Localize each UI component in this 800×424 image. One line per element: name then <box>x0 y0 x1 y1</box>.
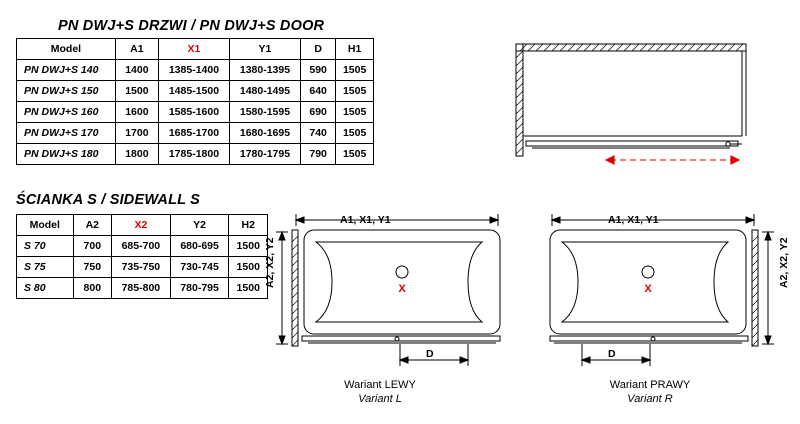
svg-text:X: X <box>644 283 652 295</box>
table-row <box>17 102 374 123</box>
cell-x1: 1685-1700 <box>158 123 229 144</box>
cell-x2: 685-700 <box>112 236 171 257</box>
cell-d: 690 <box>300 102 335 123</box>
cell-y1: 1380-1395 <box>229 60 300 81</box>
variant-left-d-label: D <box>426 348 434 360</box>
cell-y1: 1480-1495 <box>229 81 300 102</box>
cell-a1: 1700 <box>115 123 158 144</box>
cell-h1: 1505 <box>336 144 374 165</box>
cell-x1: 1485-1500 <box>158 81 229 102</box>
cell-x1: 1585-1600 <box>158 102 229 123</box>
variant-left-caption-pl: Wariant LEWY <box>344 379 416 391</box>
table-row <box>17 257 268 278</box>
cell-h1: 1505 <box>336 60 374 81</box>
sidewall-table-title: ŚCIANKA S / SIDEWALL S <box>16 192 201 208</box>
table-row <box>17 236 268 257</box>
col-x1: X1 <box>158 39 229 60</box>
cell-model: S 80 <box>17 278 74 299</box>
cell-y2: 680-695 <box>170 236 229 257</box>
cell-model: PN DWJ+S 160 <box>17 102 116 123</box>
cell-h2: 1500 <box>229 278 268 299</box>
cell-d: 640 <box>300 81 335 102</box>
table-row <box>17 144 374 165</box>
cell-a2: 750 <box>73 257 111 278</box>
col-y2: Y2 <box>170 215 229 236</box>
cell-d: 740 <box>300 123 335 144</box>
table-row <box>17 123 374 144</box>
cell-x1: 1385-1400 <box>158 60 229 81</box>
variant-right-top-label: A1, X1, Y1 <box>608 214 659 226</box>
variant-left-top-label: A1, X1, Y1 <box>340 214 391 226</box>
table-header-row <box>17 215 268 236</box>
cell-y2: 780-795 <box>170 278 229 299</box>
col-h2: H2 <box>229 215 268 236</box>
cell-a2: 800 <box>73 278 111 299</box>
table-row <box>17 278 268 299</box>
variant-right-caption-en: Variant R <box>627 393 673 405</box>
table-header-row <box>17 39 374 60</box>
variant-right-caption-pl: Wariant PRAWY <box>609 379 691 391</box>
col-x2: X2 <box>112 215 171 236</box>
cell-x2: 735-750 <box>112 257 171 278</box>
side-elevation-diagram <box>480 24 780 174</box>
cell-d: 790 <box>300 144 335 165</box>
variant-right-diagram <box>540 196 778 376</box>
cell-h1: 1505 <box>336 81 374 102</box>
variant-left-caption <box>270 378 490 406</box>
variant-left-caption-en: Variant L <box>358 393 402 405</box>
door-spec-table <box>16 38 374 165</box>
cell-model: PN DWJ+S 180 <box>17 144 116 165</box>
cell-h2: 1500 <box>229 236 268 257</box>
col-h1: H1 <box>336 39 374 60</box>
cell-y1: 1680-1695 <box>229 123 300 144</box>
variant-left-side-label: A2, X2, Y2 <box>264 237 276 288</box>
cell-y2: 730-745 <box>170 257 229 278</box>
cell-a1: 1600 <box>115 102 158 123</box>
variant-right-side-label: A2, X2, Y2 <box>778 237 790 288</box>
svg-text:X: X <box>398 283 406 295</box>
cell-a1: 1400 <box>115 60 158 81</box>
cell-x2: 785-800 <box>112 278 171 299</box>
cell-a1: 1500 <box>115 81 158 102</box>
cell-a2: 700 <box>73 236 111 257</box>
variant-right-caption <box>540 378 760 406</box>
cell-h1: 1505 <box>336 123 374 144</box>
variant-right-d-label: D <box>608 348 616 360</box>
table-row <box>17 60 374 81</box>
col-y1: Y1 <box>229 39 300 60</box>
col-a1: A1 <box>115 39 158 60</box>
cell-y1: 1780-1795 <box>229 144 300 165</box>
col-model: Model <box>17 215 74 236</box>
variant-left-diagram <box>272 196 510 376</box>
cell-model: PN DWJ+S 170 <box>17 123 116 144</box>
cell-y1: 1580-1595 <box>229 102 300 123</box>
cell-model: S 70 <box>17 236 74 257</box>
cell-model: PN DWJ+S 140 <box>17 60 116 81</box>
cell-h2: 1500 <box>229 257 268 278</box>
cell-model: S 75 <box>17 257 74 278</box>
door-table-title: PN DWJ+S DRZWI / PN DWJ+S DOOR <box>58 18 325 34</box>
cell-x1: 1785-1800 <box>158 144 229 165</box>
cell-h1: 1505 <box>336 102 374 123</box>
cell-a1: 1800 <box>115 144 158 165</box>
table-row <box>17 81 374 102</box>
cell-d: 590 <box>300 60 335 81</box>
cell-model: PN DWJ+S 150 <box>17 81 116 102</box>
col-a2: A2 <box>73 215 111 236</box>
col-model: Model <box>17 39 116 60</box>
col-d: D <box>300 39 335 60</box>
sidewall-spec-table <box>16 214 268 299</box>
